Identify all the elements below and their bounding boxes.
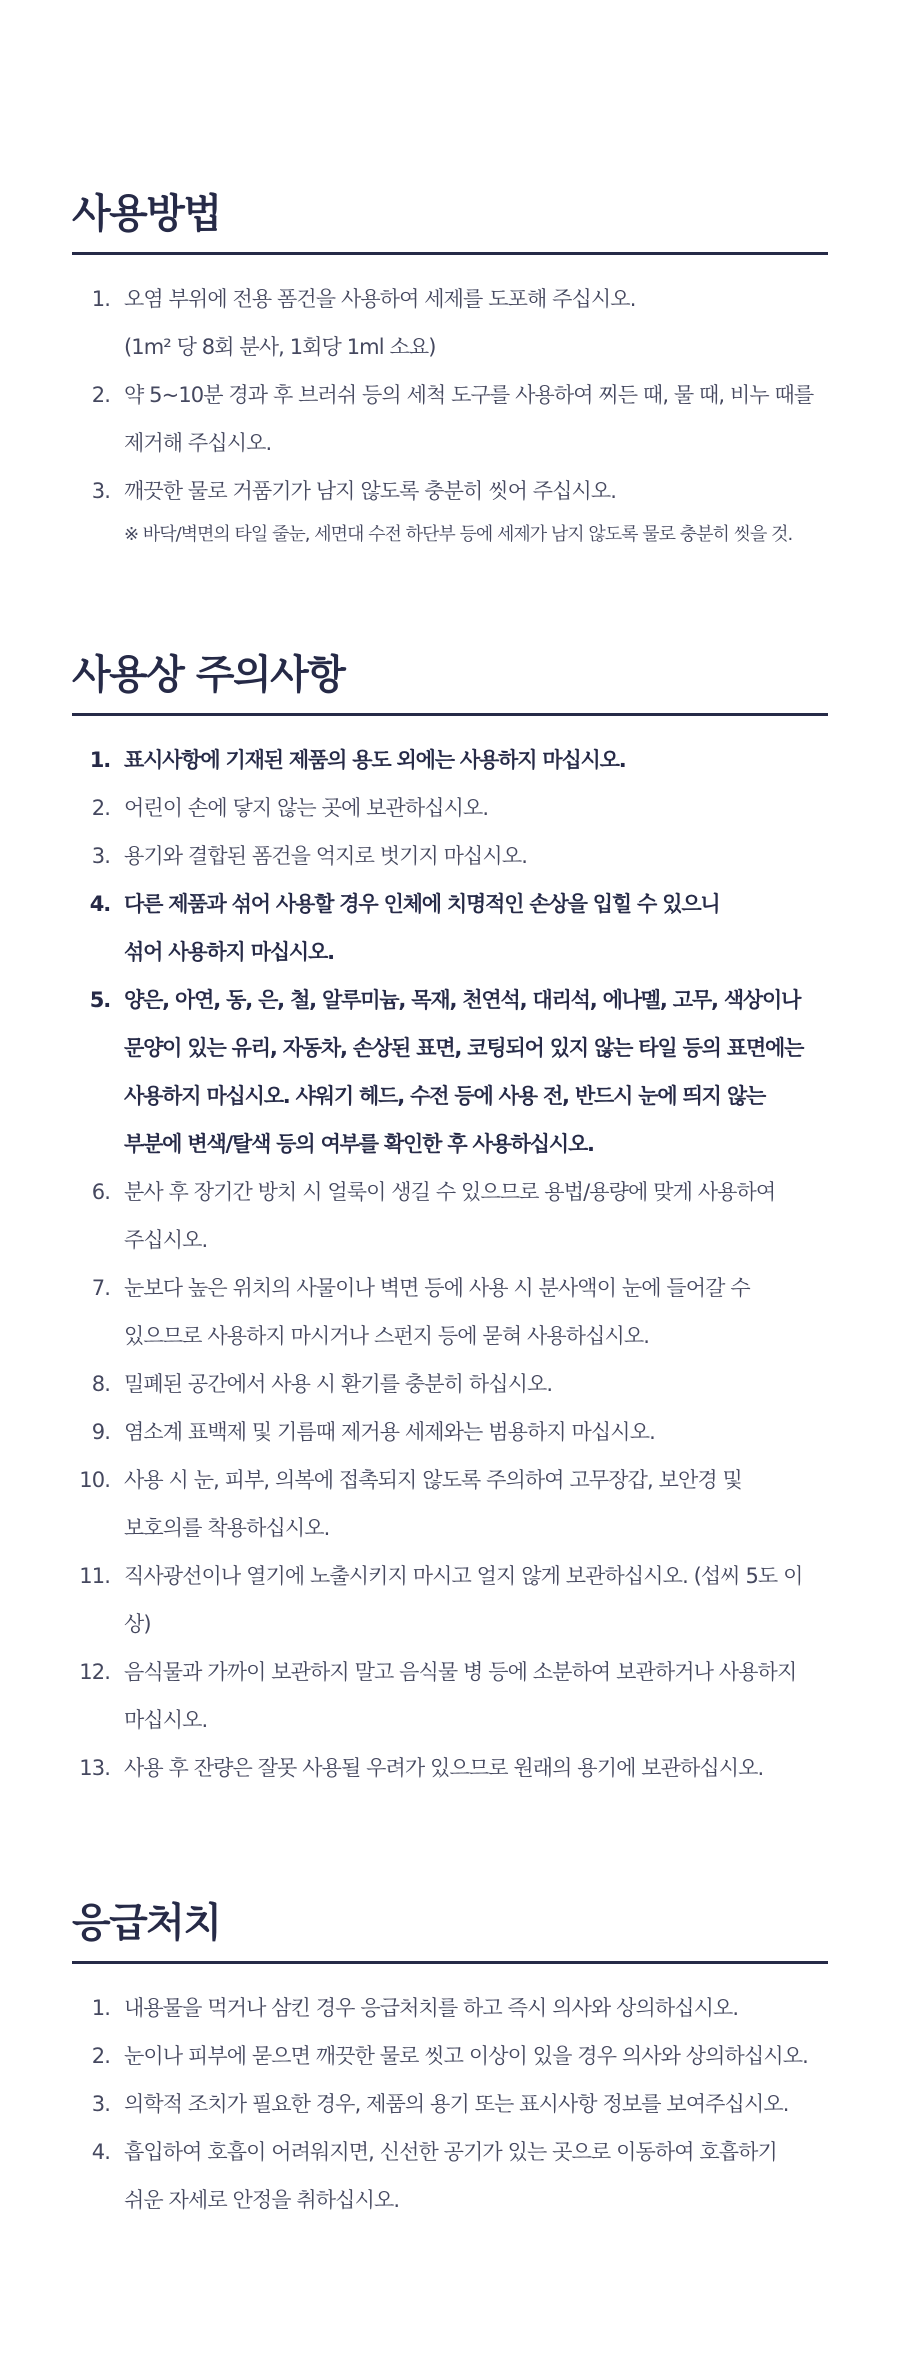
list-item	[72, 1552, 828, 1648]
list-item-number: 8.	[91, 1372, 110, 1396]
list-item-text	[110, 1648, 828, 1744]
list-item-line: 표시사항에 기재된 제품의 용도 외에는 사용하지 마십시오.	[124, 748, 626, 772]
list-item	[72, 2032, 828, 2080]
list-item-line: 깨끗한 물로 거품기가 남지 않도록 충분히 씻어 주십시오.	[124, 479, 617, 503]
list-item-line: 쉬운 자세로 안정을 취하십시오.	[124, 2188, 400, 2212]
list-item	[72, 976, 828, 1168]
list-item-text	[110, 880, 828, 976]
list-item	[72, 880, 828, 976]
list-item-line: 다른 제품과 섞어 사용할 경우 인체에 치명적인 손상을 입힐 수 있으니	[124, 892, 720, 916]
list-item-number: 3.	[91, 2092, 110, 2116]
list-item-line: 마십시오.	[124, 1708, 208, 1732]
list-item-number: 2.	[91, 383, 110, 407]
list-item	[72, 371, 828, 467]
list-item-line: 보호의를 착용하십시오.	[124, 1516, 330, 1540]
list-item	[72, 736, 828, 784]
firstaid-title: 응급처치	[72, 1899, 828, 1964]
list-item	[72, 1648, 828, 1744]
list-item-number: 9.	[91, 1420, 110, 1444]
list-item-text	[110, 832, 828, 880]
list-item-number: 2.	[91, 2044, 110, 2068]
list-item-line: 용기와 결합된 폼건을 억지로 벗기지 마십시오.	[124, 844, 527, 868]
list-item-number: 1.	[91, 287, 110, 311]
list-item	[72, 1456, 828, 1552]
list-item-number: 12.	[79, 1660, 110, 1684]
list-item-number: 13.	[79, 1756, 110, 1780]
list-item-text	[110, 2080, 828, 2128]
list-item-line: 사용하지 마십시오. 샤워기 헤드, 수전 등에 사용 전, 반드시 눈에 띄지 않는	[124, 1084, 766, 1108]
list-item-line: 부분에 변색/탈색 등의 여부를 확인한 후 사용하십시오.	[124, 1132, 594, 1156]
list-item	[72, 467, 828, 515]
cautions-title: 사용상 주의사항	[72, 651, 828, 716]
list-item-line: 내용물을 먹거나 삼킨 경우 응급처치를 하고 즉시 의사와 상의하십시오.	[124, 1996, 739, 2020]
list-item-number: 10.	[79, 1468, 110, 1492]
list-item-text	[110, 784, 828, 832]
list-item-line: 눈보다 높은 위치의 사물이나 벽면 등에 사용 시 분사액이 눈에 들어갈 수	[124, 1276, 750, 1300]
list-item-number: 3.	[91, 844, 110, 868]
list-item-text	[110, 2032, 828, 2080]
list-item-number: 7.	[91, 1276, 110, 1300]
list-item-line: 의학적 조치가 필요한 경우, 제품의 용기 또는 표시사항 정보를 보여주십시오.	[124, 2092, 789, 2116]
list-item-line: 문양이 있는 유리, 자동차, 손상된 표면, 코팅되어 있지 않는 타일 등의 표면에는	[124, 1036, 804, 1060]
list-item-text	[110, 467, 828, 515]
list-item-text	[110, 1552, 828, 1648]
list-item	[72, 1168, 828, 1264]
list-item-number: 4.	[89, 892, 110, 916]
list-item-line: 염소계 표백제 및 기름때 제거용 세제와는 범용하지 마십시오.	[124, 1420, 655, 1444]
usage-list	[72, 275, 828, 515]
list-item-line: 음식물과 가까이 보관하지 말고 음식물 병 등에 소분하여 보관하거나 사용하지	[124, 1660, 797, 1684]
list-item-number: 1.	[91, 1996, 110, 2020]
list-item-line: 눈이나 피부에 묻으면 깨끗한 물로 씻고 이상이 있을 경우 의사와 상의하십시오.	[124, 2044, 808, 2068]
list-item-text	[110, 275, 828, 371]
list-item-number: 4.	[91, 2140, 110, 2164]
cautions-list	[72, 736, 828, 1792]
list-item-line: 제거해 주십시오.	[124, 431, 272, 455]
list-item-line: 직사광선이나 열기에 노출시키지 마시고 얼지 않게 보관하십시오. (섭씨 5도 이상)	[124, 1564, 803, 1636]
list-item-line: 오염 부위에 전용 폼건을 사용하여 세제를 도포해 주십시오.	[124, 287, 636, 311]
firstaid-section	[72, 1899, 828, 2224]
list-item	[72, 1744, 828, 1792]
list-item-number: 5.	[89, 988, 110, 1012]
list-item-line: 흡입하여 호흡이 어려워지면, 신선한 공기가 있는 곳으로 이동하여 호흡하기	[124, 2140, 777, 2164]
list-item-text	[110, 1744, 828, 1792]
cautions-section	[72, 651, 828, 1792]
list-item-text	[110, 1408, 828, 1456]
list-item-text	[110, 371, 828, 467]
list-item-line: 사용 시 눈, 피부, 의복에 접촉되지 않도록 주의하여 고무장갑, 보안경 및	[124, 1468, 742, 1492]
list-item-line: (1m² 당 8회 분사, 1회당 1ml 소요)	[124, 335, 436, 359]
list-item-line: 밀폐된 공간에서 사용 시 환기를 충분히 하십시오.	[124, 1372, 553, 1396]
list-item	[72, 832, 828, 880]
list-item-text	[110, 976, 828, 1168]
usage-note: ※ 바닥/벽면의 타일 줄눈, 세면대 수전 하단부 등에 세제가 남지 않도록 물로 충분히 씻을 것.	[124, 524, 793, 545]
usage-title: 사용방법	[72, 190, 828, 255]
list-item-line: 섞어 사용하지 마십시오.	[124, 940, 334, 964]
list-item	[72, 1984, 828, 2032]
list-item-number: 6.	[91, 1180, 110, 1204]
list-item-number: 11.	[79, 1564, 110, 1588]
list-item-text	[110, 1984, 828, 2032]
list-item-line: 양은, 아연, 동, 은, 철, 알루미늄, 목재, 천연석, 대리석, 에나멜, 고무, 색상이나	[124, 988, 801, 1012]
list-item	[72, 2080, 828, 2128]
list-item-line: 있으므로 사용하지 마시거나 스펀지 등에 묻혀 사용하십시오.	[124, 1324, 650, 1348]
list-item-text	[110, 736, 828, 784]
list-item	[72, 1264, 828, 1360]
firstaid-list	[72, 1984, 828, 2224]
list-item	[72, 2128, 828, 2224]
list-item-text	[110, 2128, 828, 2224]
list-item	[72, 1360, 828, 1408]
list-item-number: 2.	[91, 796, 110, 820]
list-item-line: 사용 후 잔량은 잘못 사용될 우려가 있으므로 원래의 용기에 보관하십시오.	[124, 1756, 764, 1780]
list-item-line: 분사 후 장기간 방치 시 얼룩이 생길 수 있으므로 용법/용량에 맞게 사용하여	[124, 1180, 776, 1204]
list-item-text	[110, 1456, 828, 1552]
list-item-text	[110, 1360, 828, 1408]
usage-section	[72, 190, 828, 555]
list-item-number: 3.	[91, 479, 110, 503]
list-item-line: 주십시오.	[124, 1228, 208, 1252]
list-item-line: 어린이 손에 닿지 않는 곳에 보관하십시오.	[124, 796, 489, 820]
list-item	[72, 784, 828, 832]
list-item-number: 1.	[89, 748, 110, 772]
list-item	[72, 1408, 828, 1456]
list-item-text	[110, 1264, 828, 1360]
list-item	[72, 275, 828, 371]
list-item-text	[110, 1168, 828, 1264]
list-item-line: 약 5~10분 경과 후 브러쉬 등의 세척 도구를 사용하여 찌든 때, 물 때, 비누 때를	[124, 383, 814, 407]
